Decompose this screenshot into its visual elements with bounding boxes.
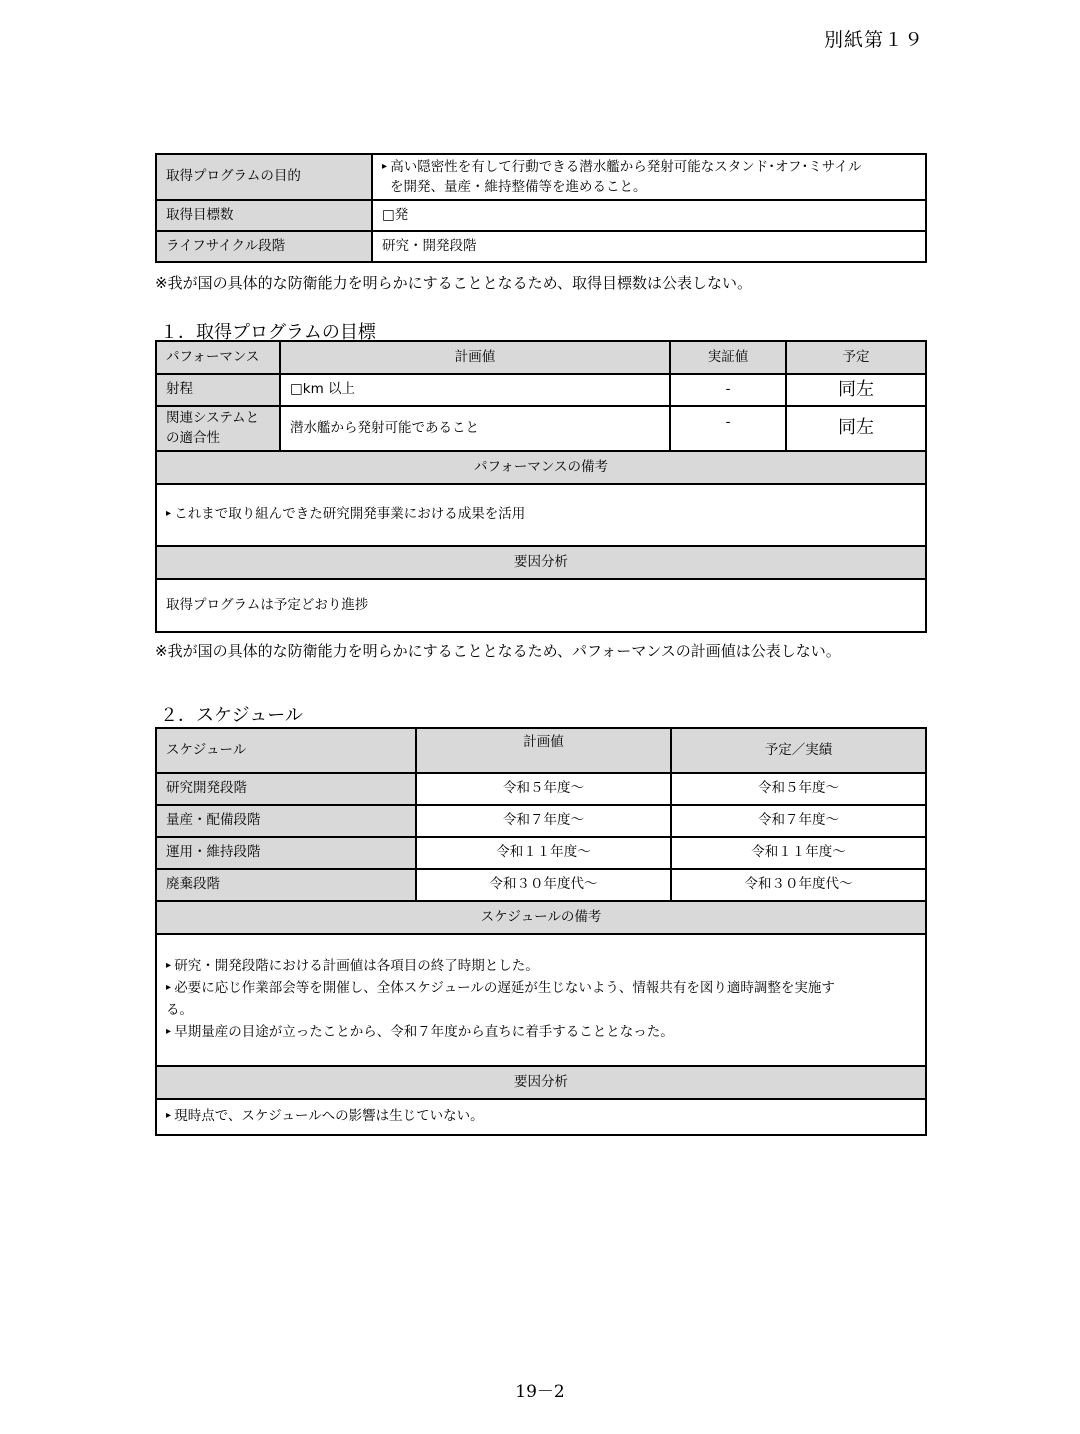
lifecycle-label: ライフサイクル段階 (156, 231, 372, 262)
row-phase: 運用・維持段階 (156, 837, 416, 869)
remarks-title-row (156, 451, 926, 484)
table-row (156, 837, 926, 869)
remarks-row (156, 934, 926, 1066)
remarks-row (156, 484, 926, 546)
performance-analysis: 取得プログラムは予定どおり進捗 (156, 579, 926, 632)
row-item: 射程 (156, 374, 280, 406)
schedule-header-row (156, 728, 926, 773)
performance-remarks (156, 484, 926, 546)
row-item-line-2: の適合性 (166, 429, 220, 446)
list-item: ▸ 現時点で、スケジュールへの影響は生じていない。 (166, 1107, 916, 1127)
purpose-label: 取得プログラムの目的 (156, 154, 372, 200)
row-plan: □km 以上 (280, 374, 670, 406)
col-actual: 予定／実績 (671, 728, 926, 773)
row-actual: 令和３０年度代～ (671, 869, 926, 901)
schedule-remarks (156, 934, 926, 1066)
row-forecast: 同左 (786, 374, 926, 406)
row-actual: 令和７年度～ (671, 805, 926, 837)
col-forecast: 予定 (786, 341, 926, 374)
row-actual: 令和１１年度～ (671, 837, 926, 869)
list-item: ▸ 早期量産の目途が立ったことから、令和７年度から直ちに着手することとなった。 (166, 1022, 916, 1044)
analysis-row (156, 1099, 926, 1135)
table-row (156, 773, 926, 805)
row-plan: 令和７年度～ (416, 805, 671, 837)
performance-table (155, 340, 927, 633)
section2-heading: ２．スケジュール (160, 705, 303, 726)
table-row (156, 374, 926, 406)
page-number: 19－2 (515, 1382, 565, 1402)
note-target-undisclosed: ※我が国の具体的な防衛能力を明らかにすることとなるため、取得目標数は公表しない。 (155, 274, 752, 292)
target-row (156, 200, 926, 231)
analysis-title-row (156, 546, 926, 579)
row-item-line-1: 関連システムと (166, 409, 260, 426)
table-row (156, 406, 926, 451)
list-item-wrap: る。 (166, 1002, 193, 1018)
row-forecast: 同左 (786, 406, 926, 451)
row-actual: - (670, 374, 786, 406)
purpose-row (156, 154, 926, 200)
row-plan: 令和５年度～ (416, 773, 671, 805)
schedule-remarks-title: スケジュールの備考 (156, 901, 926, 934)
row-actual: 令和５年度～ (671, 773, 926, 805)
schedule-analysis (156, 1099, 926, 1135)
col-schedule: スケジュール (156, 728, 416, 773)
table-row (156, 869, 926, 901)
row-phase: 量産・配備段階 (156, 805, 416, 837)
target-value: □発 (372, 200, 926, 231)
col-actual: 実証値 (670, 341, 786, 374)
list-item: ▸ これまで取り組んできた研究開発事業における成果を活用 (166, 505, 916, 525)
performance-remarks-title: パフォーマンスの備考 (156, 451, 926, 484)
performance-analysis-title: 要因分析 (156, 546, 926, 579)
list-item: ▸ 必要に応じ作業部会等を開催し、全体スケジュールの遅延が生じないよう、情報共有を図り適時調整を実施す (166, 978, 916, 1000)
lifecycle-value: 研究・開発段階 (372, 231, 926, 262)
row-phase: 研究開発段階 (156, 773, 416, 805)
col-performance: パフォーマンス (156, 341, 280, 374)
remarks-title-row (156, 901, 926, 934)
schedule-table (155, 727, 927, 1136)
target-label: 取得目標数 (156, 200, 372, 231)
row-item (156, 406, 280, 451)
row-phase: 廃棄段階 (156, 869, 416, 901)
row-plan: 潜水艦から発射可能であること (280, 406, 670, 451)
table-row (156, 805, 926, 837)
schedule-analysis-title: 要因分析 (156, 1066, 926, 1099)
note-plan-undisclosed: ※我が国の具体的な防衛能力を明らかにすることとなるため、パフォーマンスの計画値は公表しない。 (155, 642, 841, 660)
analysis-title-row (156, 1066, 926, 1099)
analysis-row (156, 579, 926, 632)
performance-header-row (156, 341, 926, 374)
col-plan: 計画値 (416, 728, 671, 773)
row-plan: 令和１１年度～ (416, 837, 671, 869)
purpose-line-2: を開発、量産・維持整備等を進めること。 (390, 179, 647, 195)
purpose-value (372, 154, 926, 200)
purpose-line-1: ▸ 高い隠密性を有して行動できる潜水艦から発射可能なスタンド･オフ･ミサイル (382, 157, 916, 177)
lifecycle-row (156, 231, 926, 262)
col-plan: 計画値 (280, 341, 670, 374)
list-item: ▸ 研究・開発段階における計画値は各項目の終了時期とした。 (166, 956, 916, 978)
section1-heading: １．取得プログラムの目標 (160, 322, 376, 343)
annex-number: 別紙第１９ (823, 29, 924, 51)
row-plan: 令和３０年度代～ (416, 869, 671, 901)
row-actual: - (670, 406, 786, 451)
overview-table (155, 153, 927, 263)
